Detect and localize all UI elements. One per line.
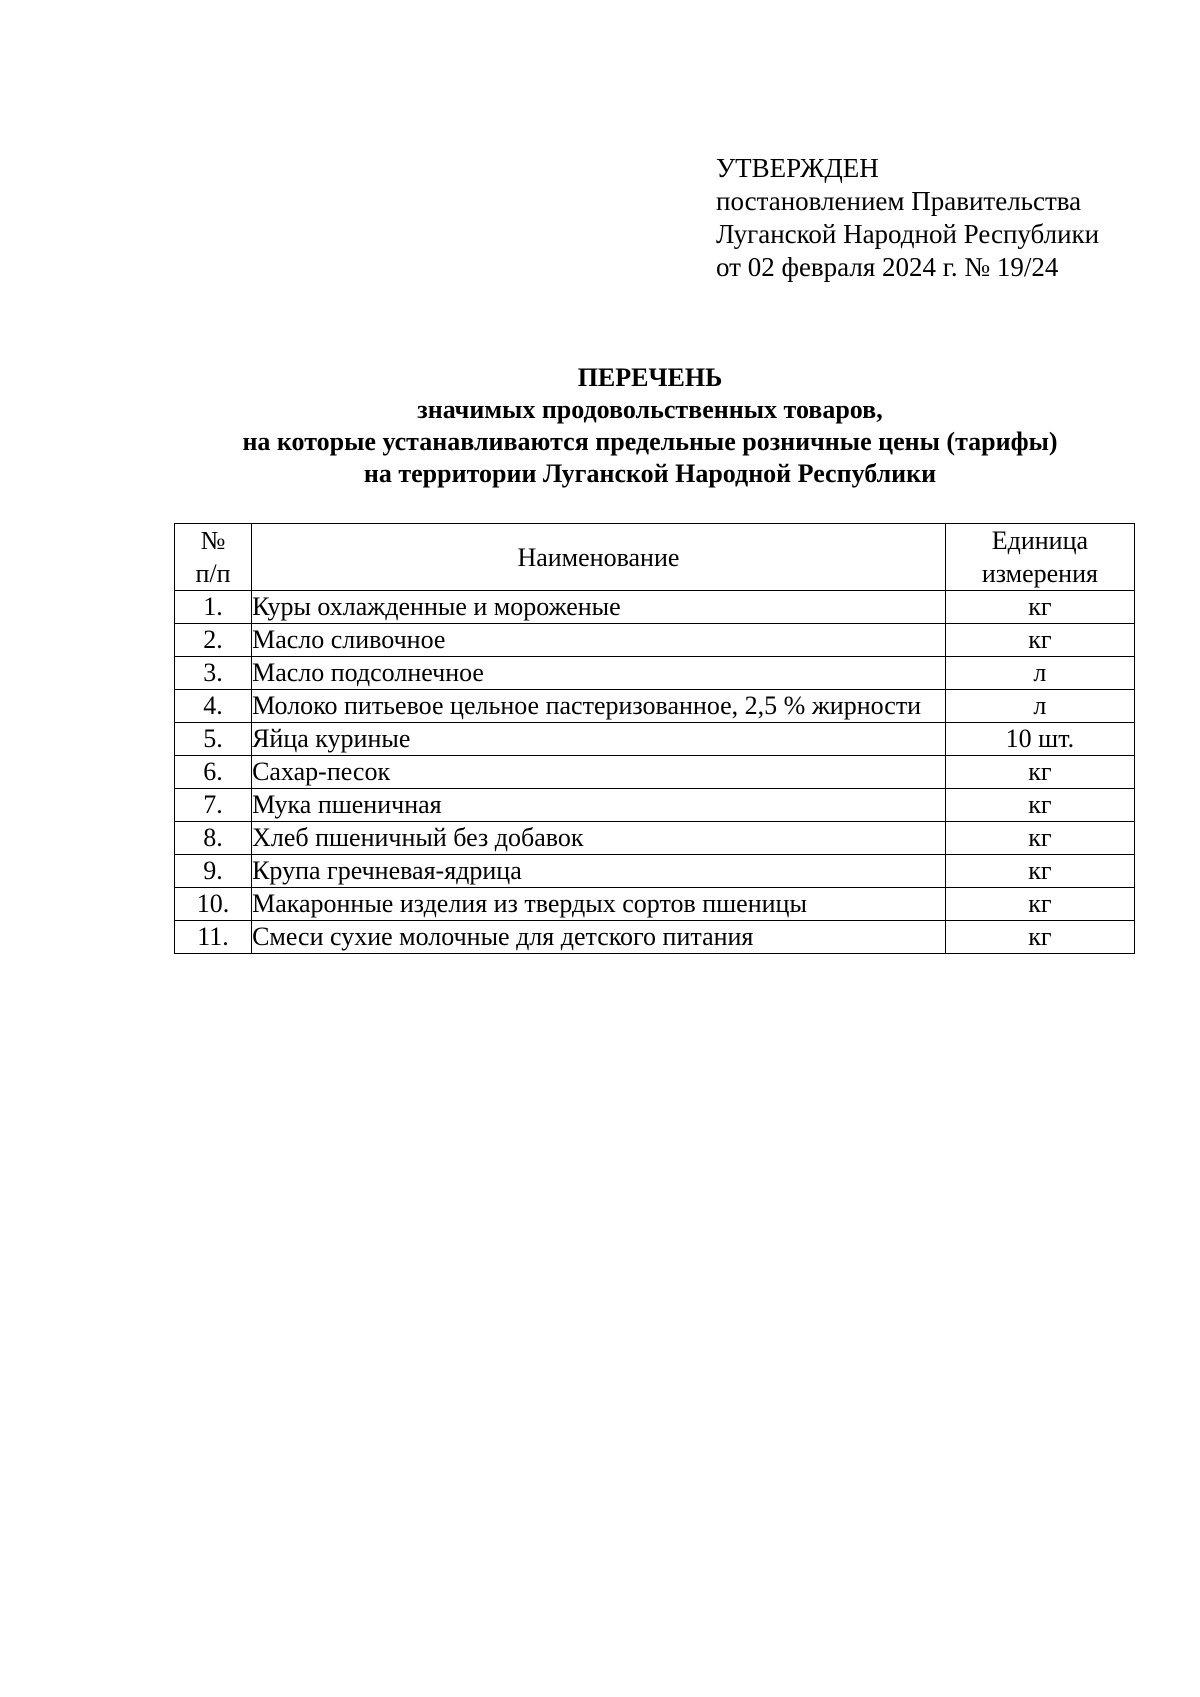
table-row (175, 624, 1135, 657)
row-unit: кг (945, 921, 1134, 954)
row-unit: кг (945, 756, 1134, 789)
row-name: Сахар-песок (252, 756, 946, 789)
row-number: 11. (175, 921, 252, 954)
header-number (175, 524, 252, 591)
row-number: 1. (175, 591, 252, 624)
table-row (175, 855, 1135, 888)
table-row (175, 756, 1135, 789)
header-unit (945, 524, 1134, 591)
table-row (175, 591, 1135, 624)
table-row (175, 723, 1135, 756)
header-unit-line-2: измерения (981, 559, 1098, 588)
header-number-pp: п/п (195, 559, 231, 588)
row-name: Масло подсолнечное (252, 657, 946, 690)
goods-table (174, 523, 1135, 954)
row-name: Макаронные изделия из твердых сортов пшеницы (252, 888, 946, 921)
row-number: 3. (175, 657, 252, 690)
row-name: Куры охлажденные и мороженые (252, 591, 946, 624)
row-unit: л (945, 657, 1134, 690)
table-row (175, 690, 1135, 723)
row-name: Мука пшеничная (252, 789, 946, 822)
approval-date-number: от 02 февраля 2024 г. № 19/24 (716, 252, 1059, 282)
header-number-sign: № (200, 526, 226, 555)
document-heading (150, 362, 1150, 490)
row-number: 4. (175, 690, 252, 723)
row-name: Хлеб пшеничный без добавок (252, 822, 946, 855)
row-number: 5. (175, 723, 252, 756)
row-name: Смеси сухие молочные для детского питания (252, 921, 946, 954)
approval-resolution: постановлением Правительства (716, 186, 1082, 216)
row-unit: кг (945, 789, 1134, 822)
header-unit-line-1: Единица (991, 526, 1089, 555)
table-row (175, 789, 1135, 822)
row-unit: 10 шт. (945, 723, 1134, 756)
header-name: Наименование (252, 524, 946, 591)
document-title: ПЕРЕЧЕНЬ (577, 363, 723, 392)
approval-republic: Луганской Народной Республики (716, 219, 1100, 249)
approval-block (716, 152, 1099, 284)
table-row (175, 822, 1135, 855)
row-unit: кг (945, 888, 1134, 921)
row-unit: л (945, 690, 1134, 723)
row-name: Масло сливочное (252, 624, 946, 657)
row-name: Яйца куриные (252, 723, 946, 756)
row-number: 6. (175, 756, 252, 789)
document-subtitle-line-1: значимых продовольственных товаров, (417, 395, 883, 424)
row-unit: кг (945, 855, 1134, 888)
document-subtitle-line-3: на территории Луганской Народной Республики (363, 459, 937, 488)
table-row (175, 888, 1135, 921)
row-name: Крупа гречневая-ядрица (252, 855, 946, 888)
row-number: 10. (175, 888, 252, 921)
document-subtitle-line-2: на которые устанавливаются предельные розничные цены (тарифы) (242, 427, 1058, 456)
row-number: 2. (175, 624, 252, 657)
row-number: 7. (175, 789, 252, 822)
approval-title: УТВЕРЖДЕН (716, 153, 879, 183)
row-unit: кг (945, 591, 1134, 624)
row-unit: кг (945, 624, 1134, 657)
row-number: 9. (175, 855, 252, 888)
row-number: 8. (175, 822, 252, 855)
table-row (175, 921, 1135, 954)
row-unit: кг (945, 822, 1134, 855)
table-row (175, 657, 1135, 690)
table-header-row (175, 524, 1135, 591)
row-name: Молоко питьевое цельное пастеризованное, 2,5 % жирности (252, 690, 946, 723)
